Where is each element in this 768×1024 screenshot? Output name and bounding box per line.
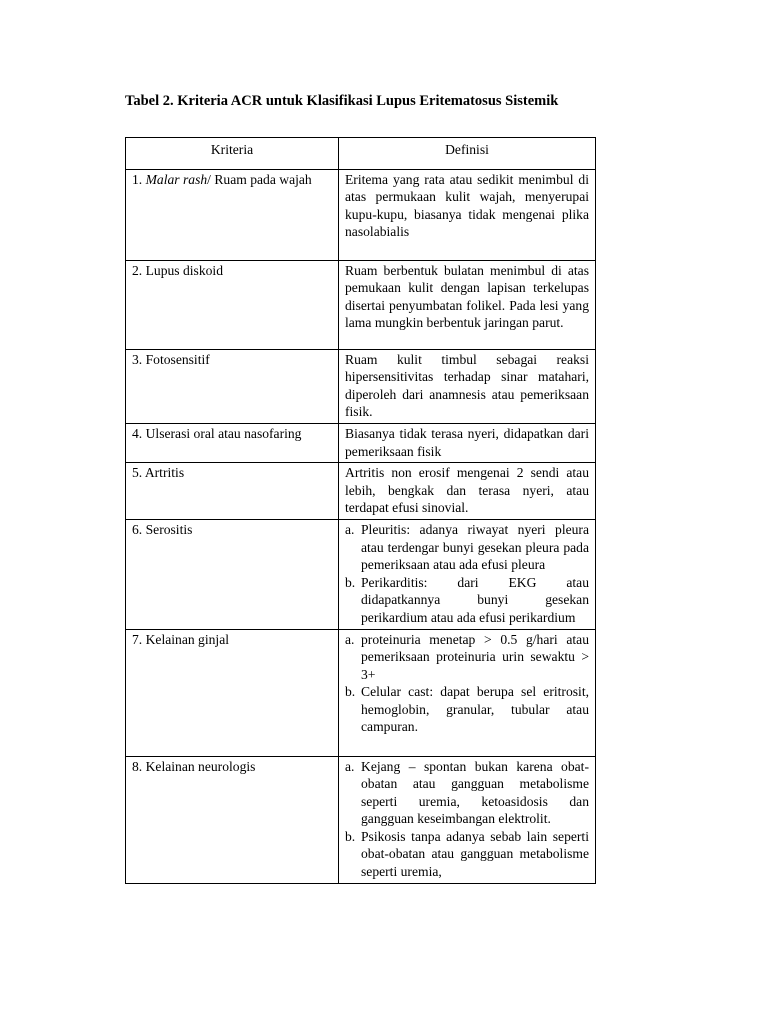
table-row [126, 423, 596, 462]
header-kriteria: Kriteria [126, 138, 339, 170]
table-row [126, 519, 596, 629]
list-item [345, 758, 589, 828]
list-marker: a. [345, 521, 355, 537]
criteria-number: 1. [132, 171, 143, 187]
list-text: Celular cast: dapat berupa sel eritrosit, hemoglobin, granular, tubular atau campuran. [361, 684, 589, 735]
table-header-row [126, 138, 596, 170]
table-row [126, 629, 596, 756]
criteria-cell: 3. Fotosensitif [126, 349, 339, 423]
list-item [345, 521, 589, 574]
definition-cell [339, 629, 596, 756]
table-row [126, 169, 596, 260]
list-item [345, 683, 589, 736]
definition-cell: Ruam kulit timbul sebagai reaksi hipersensitivitas terhadap sinar matahari, diperoleh dari anamnesis atau pemeriksaan fisik. [339, 349, 596, 423]
list-marker: a. [345, 758, 355, 774]
definition-list [345, 631, 589, 737]
criteria-cell: 8. Kelainan neurologis [126, 756, 339, 883]
list-text: Psikosis tanpa adanya sebab lain seperti obat-obatan atau gangguan metabolisme seperti uremia, [361, 828, 589, 880]
criteria-cell: 2. Lupus diskoid [126, 260, 339, 349]
criteria-italic-term: Malar rash [145, 171, 208, 187]
table-row [126, 463, 596, 520]
definition-cell [339, 519, 596, 629]
definition-cell: Eritema yang rata atau sedikit menimbul di atas permukaan kulit wajah, menyerupai kupu-kupu, biasanya tidak mengenai plika nasolabialis [339, 169, 596, 260]
criteria-table [125, 137, 596, 884]
criteria-cell: 6. Serositis [126, 519, 339, 629]
criteria-cell [126, 169, 339, 260]
table-title: Tabel 2. Kriteria ACR untuk Klasifikasi Lupus Eritematosus Sistemik [125, 93, 559, 109]
list-marker: b. [345, 574, 356, 590]
criteria-cell: 5. Artritis [126, 463, 339, 520]
header-definisi: Definisi [339, 138, 596, 170]
list-item [345, 574, 589, 627]
definition-cell [339, 756, 596, 883]
definition-cell: Biasanya tidak terasa nyeri, didapatkan dari pemeriksaan fisik [339, 423, 596, 462]
criteria-label: / Ruam pada wajah [207, 171, 312, 187]
list-text: proteinuria menetap > 0.5 g/hari atau pemeriksaan proteinuria urin sewaktu > 3+ [361, 631, 589, 682]
definition-cell: Artritis non erosif mengenai 2 sendi atau lebih, bengkak dan terasa nyeri, atau terdapat efusi sinovial. [339, 463, 596, 520]
definition-list [345, 521, 589, 627]
list-marker: b. [345, 684, 356, 700]
list-marker: a. [345, 631, 355, 647]
list-text: Kejang – spontan bukan karena obat-obatan atau gangguan metabolisme seperti uremia, ketoasidosis dan gangguan keseimbangan elektrolit. [361, 758, 589, 827]
definition-cell: Ruam berbentuk bulatan menimbul di atas pemukaan kulit dengan lapisan terkelupas disertai penyumbatan folikel. Pada lesi yang lama mungkin berbentuk jaringan parut. [339, 260, 596, 349]
table-row [126, 260, 596, 349]
list-text: Perikarditis: dari EKG atau didapatkannya bunyi gesekan perikardium atau ada efusi perikardium [361, 574, 589, 625]
list-item [345, 828, 589, 881]
table-row [126, 349, 596, 423]
criteria-cell: 7. Kelainan ginjal [126, 629, 339, 756]
list-text: Pleuritis: adanya riwayat nyeri pleura atau terdengar bunyi gesekan pleura pada pemeriksaan atau ada efusi pleura [361, 521, 589, 573]
table-row [126, 756, 596, 883]
list-marker: b. [345, 828, 356, 844]
criteria-cell: 4. Ulserasi oral atau nasofaring [126, 423, 339, 462]
definition-list [345, 758, 589, 881]
list-item [345, 631, 589, 684]
